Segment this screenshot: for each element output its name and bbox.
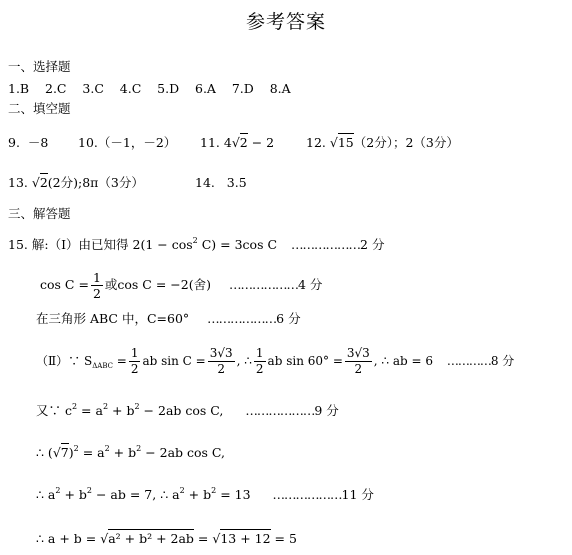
frac-den: 2 (130, 362, 139, 376)
exp: 2 (71, 402, 78, 411)
leader-dots: ……………… (245, 403, 315, 418)
answer-11-radicand: 2 (239, 135, 248, 150)
answer-13: 13. √2(2分);8π（3分） (8, 175, 144, 190)
t: + b (109, 445, 137, 460)
radicand: 7 (60, 445, 69, 460)
answer-11-coef: 4 (223, 135, 232, 150)
frac-num: 3√3 (209, 346, 233, 360)
exp: 2 (55, 486, 61, 495)
frac-den: 2 (92, 286, 101, 301)
frac-den: 2 (217, 362, 225, 376)
frac-den: 2 (255, 362, 264, 376)
step-1-text-b: C) = 3cos C (197, 237, 278, 252)
answer-13-radicand: 2 (39, 175, 48, 190)
t: + b (60, 487, 87, 502)
question-15-number: 15. (8, 237, 28, 252)
step-2-text: cos C = (40, 277, 89, 292)
answer-12-radicand: 15 (337, 135, 354, 150)
solution-15-part-2 (36, 346, 514, 377)
answer-14: 14. 3.5 (195, 175, 247, 190)
part-2-text: （Ⅱ）∵ S (36, 354, 93, 368)
solution-15-step-1 (8, 236, 385, 252)
answer-9: 9. －8 (8, 135, 49, 150)
frac-num: 1 (130, 346, 139, 360)
solution-15-step-8: ∴ a + b = √a² + b² + 2ab = √13 + 12 = 5 (36, 531, 297, 546)
t: + b (184, 487, 212, 502)
solution-15-step-6: ∴ $(√7)^2 = a^2 + b^2 - 2ab$ cos C, (36, 444, 226, 460)
therefore: , ∴ (236, 354, 252, 368)
t: − 2ab cos C, (139, 403, 224, 418)
fraction (254, 346, 266, 377)
step-1-text: 解:（Ⅰ）由已知得 2(1 − cos (31, 237, 193, 252)
t: ∴ a + b = (36, 531, 97, 546)
exp: 2 (134, 402, 140, 411)
eq: = (112, 354, 127, 368)
score-9: 9 分 (314, 403, 339, 418)
frac-num: 1 (92, 270, 101, 285)
step-1-exp: 2 (192, 236, 198, 245)
expr: ab sin C = (142, 354, 206, 368)
radicand: a² + b² + 2ab (108, 531, 194, 546)
page-title: 参考答案 (245, 11, 326, 33)
answer-11-tail: − 2 (247, 135, 275, 150)
t: − 2ab cos C, (141, 445, 226, 460)
answer-11: 11. 4√2 − 2 (200, 135, 275, 150)
leader-dots: ……………… (272, 487, 342, 502)
solution-15-step-3 (36, 313, 301, 326)
answer-12-number: 12. (306, 135, 326, 150)
frac-den: 2 (354, 362, 363, 376)
answer-12: 12. √15（2分）；2（3分） (306, 135, 459, 150)
exp: 2 (73, 444, 79, 453)
leader-dots: ……………… (228, 277, 298, 292)
section-header-solutions: 三、解答题 (8, 206, 71, 221)
fraction-one-half (91, 270, 103, 301)
exp: 2 (104, 444, 110, 453)
choice-answers: 1.B 2.C 3.C 4.C 5.D 6.A 7.D 8.A (8, 81, 291, 96)
solution-15-step-7 (36, 486, 374, 502)
step-2-text-b: 或cos C = −2(舍) (104, 277, 211, 292)
step-3-text: 在三角形 ABC 中，C=60° (36, 311, 190, 326)
t: ∴ a (36, 487, 56, 502)
exp: 2 (179, 486, 185, 495)
t: + b (108, 403, 135, 418)
answer-13-number: 13. (8, 175, 28, 190)
solution-15-step-2 (40, 270, 322, 301)
section-header-fill-in: 二、填空题 (8, 101, 71, 116)
fraction (129, 346, 141, 377)
t: = (193, 531, 209, 546)
answer-10: 10.（－1，－2） (78, 135, 177, 150)
t: ) (68, 445, 74, 460)
exp: 2 (136, 444, 142, 453)
triangle-subscript: ΔABC (92, 362, 113, 370)
score-4: 4 分 (297, 277, 323, 292)
exp: 2 (86, 486, 93, 495)
exp: 2 (211, 486, 217, 495)
score-6: 6 分 (276, 311, 301, 326)
t: ∴ ( (36, 445, 53, 460)
score-2: 2 分 (360, 237, 385, 252)
leader-dots: ………… (446, 354, 491, 368)
radicand: 13 + 12 (220, 531, 271, 546)
t: = 13 (216, 487, 251, 502)
leader-dots: ……………… (291, 237, 361, 252)
frac-num: 1 (255, 346, 264, 360)
score-11: 11 分 (341, 487, 374, 502)
frac-num: 3√3 (346, 346, 370, 360)
t: − ab = 7, ∴ a (92, 487, 180, 502)
exp: 2 (102, 402, 109, 411)
t: = a (78, 445, 105, 460)
t: 又∵ c (36, 403, 72, 418)
fraction (345, 346, 372, 377)
t: = a (77, 403, 103, 418)
leader-dots: ……………… (207, 311, 277, 326)
answer-13-tail: (2分);8π（3分） (47, 175, 144, 190)
t: = 5 (270, 531, 297, 546)
expr: ab sin 60° = (267, 354, 343, 368)
result: , ∴ ab = 6 (373, 354, 434, 368)
score-8: 8 分 (490, 354, 515, 368)
answer-12-tail: （2分）；2（3分） (353, 135, 459, 150)
section-header-multiple-choice: 一、选择题 (8, 59, 71, 74)
fraction (208, 346, 235, 377)
answer-11-number: 11. (200, 135, 220, 150)
solution-15-step-5 (36, 402, 339, 418)
